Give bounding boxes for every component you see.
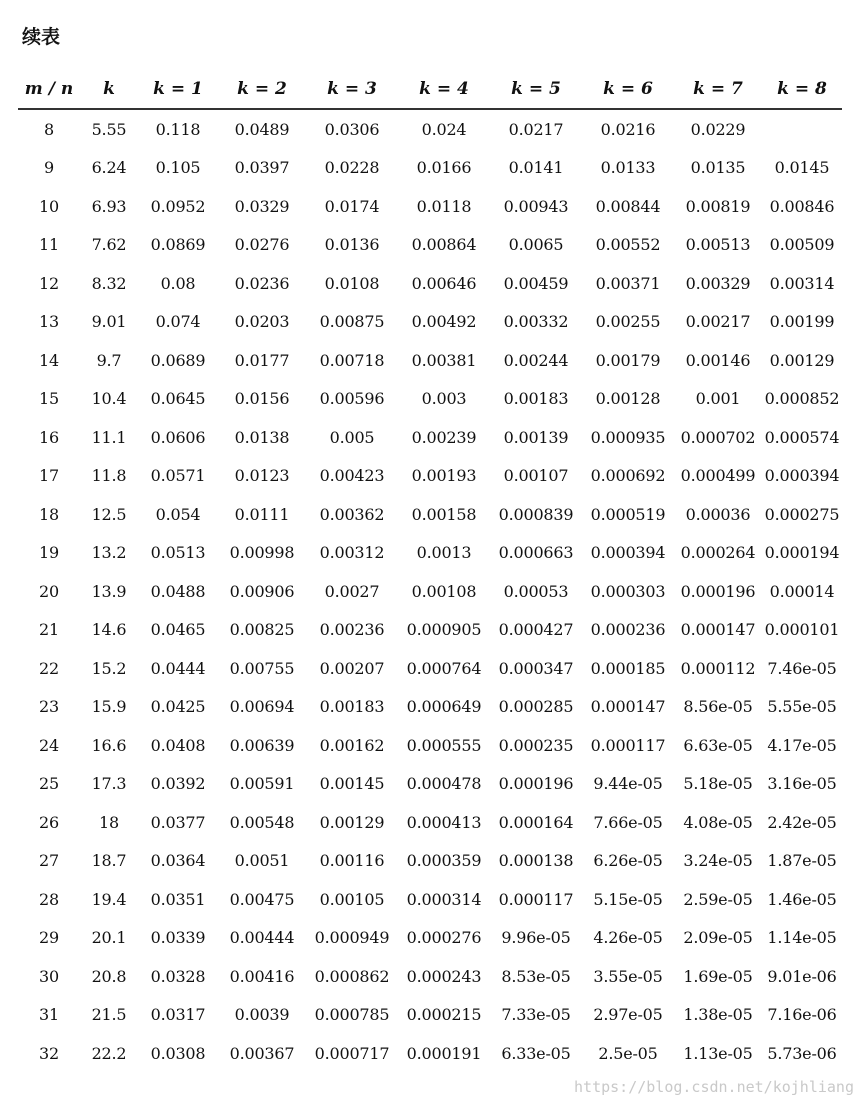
table-row (18, 264, 842, 303)
table-cell: 0.0444 (150, 658, 206, 678)
table-cell: 0.000185 (590, 658, 666, 678)
table-cell: 0.000862 (314, 966, 390, 986)
table-cell: 0.00183 (503, 389, 569, 409)
row-label-cell: 19 (39, 543, 59, 563)
table-cell: 0.000236 (590, 620, 666, 640)
table-cell: 14.6 (91, 620, 127, 640)
table-cell: 0.00116 (319, 851, 385, 871)
table-cell: 0.00371 (595, 273, 661, 293)
table-cell: 0.000117 (498, 889, 574, 909)
row-label-cell: 27 (39, 851, 59, 871)
row-label-cell: 9 (44, 158, 54, 178)
table-cell: 0.00107 (503, 466, 569, 486)
table-cell: 0.0039 (234, 1005, 290, 1025)
column-header: k = 6 (582, 70, 674, 109)
column-header: k = 7 (674, 70, 762, 109)
table-cell: 0.00819 (685, 196, 751, 216)
table-cell: 0.0217 (508, 119, 564, 139)
table-cell: 0.0425 (150, 697, 206, 717)
table-cell: 0.0488 (150, 581, 206, 601)
table-cell: 0.000574 (764, 427, 840, 447)
column-header: m / n (18, 70, 80, 109)
table-cell: 0.00329 (685, 273, 751, 293)
table-cell: 4.08e-05 (683, 812, 753, 832)
table-row (18, 919, 842, 958)
table-row (18, 418, 842, 457)
column-header: k = 2 (218, 70, 306, 109)
table-row (18, 957, 842, 996)
row-label-cell: 10 (39, 196, 59, 216)
table-cell: 2.42e-05 (767, 812, 837, 832)
table-cell: 5.73e-06 (767, 1043, 837, 1063)
table-cell: 0.0869 (150, 235, 206, 255)
table-header-row (18, 70, 842, 109)
table-cell: 0.000112 (680, 658, 756, 678)
table-cell: 0.00129 (769, 350, 835, 370)
table-cell: 0.000702 (680, 427, 756, 447)
table-cell: 0.000191 (406, 1043, 482, 1063)
table-cell: 1.38e-05 (683, 1005, 753, 1025)
table-cell: 0.00492 (411, 312, 477, 332)
table-cell: 0.00128 (595, 389, 661, 409)
row-label-cell: 11 (39, 235, 59, 255)
table-cell: 0.024 (421, 119, 467, 139)
table-cell: 7.16e-06 (767, 1005, 837, 1025)
table-cell: 8.53e-05 (501, 966, 571, 986)
table-row (18, 149, 842, 188)
table-cell: 0.0397 (234, 158, 290, 178)
table-cell: 5.15e-05 (593, 889, 663, 909)
table-cell: 16.6 (91, 735, 127, 755)
table-row (18, 187, 842, 226)
row-label-cell: 32 (39, 1043, 59, 1063)
row-label-cell: 18 (39, 504, 59, 524)
table-row (18, 611, 842, 650)
table-cell: 0.00475 (229, 889, 295, 909)
table-cell: 0.0108 (324, 273, 380, 293)
table-cell: 0.000276 (406, 928, 482, 948)
table-cell: 0.000215 (406, 1005, 482, 1025)
table-row (18, 842, 842, 881)
table-cell: 6.24 (91, 158, 127, 178)
table-cell: 0.0123 (234, 466, 290, 486)
table-cell: 4.17e-05 (767, 735, 837, 755)
table-row (18, 572, 842, 611)
table-cell: 0.0135 (690, 158, 746, 178)
table-cell: 0.000101 (764, 620, 840, 640)
table-cell: 0.00236 (319, 620, 385, 640)
table-cell: 0.00244 (503, 350, 569, 370)
table-cell: 0.00255 (595, 312, 661, 332)
table-cell: 0.0377 (150, 812, 206, 832)
table-cell: 0.00193 (411, 466, 477, 486)
table-cell: 0.000852 (764, 389, 840, 409)
table-cell: 0.0317 (150, 1005, 206, 1025)
table-cell: 2.09e-05 (683, 928, 753, 948)
table-cell: 0.00943 (503, 196, 569, 216)
table-cell: 11.8 (91, 466, 127, 486)
table-cell: 2.97e-05 (593, 1005, 663, 1025)
table-row (18, 726, 842, 765)
column-header: k = 3 (306, 70, 398, 109)
table-cell: 20.1 (91, 928, 127, 948)
table-cell: 0.0408 (150, 735, 206, 755)
table-cell: 0.0174 (324, 196, 380, 216)
row-label-cell: 13 (39, 312, 59, 332)
table-cell: 13.9 (91, 581, 127, 601)
table-cell: 0.000359 (406, 851, 482, 871)
table-cell: 2.59e-05 (683, 889, 753, 909)
table-cell: 0.074 (155, 312, 201, 332)
page-title: 续表 (22, 26, 61, 48)
table-cell: 0.00146 (685, 350, 751, 370)
table-row (18, 688, 842, 727)
column-header: k = 1 (138, 70, 218, 109)
row-label-cell: 23 (39, 697, 59, 717)
table-cell: 0.00139 (503, 427, 569, 447)
table-row (18, 303, 842, 342)
table-cell: 0.00755 (229, 658, 295, 678)
table-cell: 0.00014 (769, 581, 835, 601)
table-cell: 0.000196 (680, 581, 756, 601)
table-cell: 15.2 (91, 658, 127, 678)
table-cell: 0.000147 (680, 620, 756, 640)
table-cell: 0.105 (155, 158, 201, 178)
table-cell: 0.0339 (150, 928, 206, 948)
table-cell: 0.00381 (411, 350, 477, 370)
table-row (18, 380, 842, 419)
table-cell: 0.000235 (498, 735, 574, 755)
table-cell: 0.0952 (150, 196, 206, 216)
table-cell: 4.26e-05 (593, 928, 663, 948)
table-row (18, 109, 842, 149)
table-cell: 0.0177 (234, 350, 290, 370)
row-label-cell: 31 (39, 1005, 59, 1025)
table-cell: 9.96e-05 (501, 928, 571, 948)
table-cell: 0.000764 (406, 658, 482, 678)
table-row (18, 803, 842, 842)
table-cell: 0.00548 (229, 812, 295, 832)
row-label-cell: 29 (39, 928, 59, 948)
table-cell: 1.14e-05 (767, 928, 837, 948)
table-cell: 7.46e-05 (767, 658, 837, 678)
table-cell: 15.9 (91, 697, 127, 717)
table-cell: 0.000717 (314, 1043, 390, 1063)
table-cell: 0.00312 (319, 543, 385, 563)
table-cell: 0.000243 (406, 966, 482, 986)
table-cell: 0.00552 (595, 235, 661, 255)
row-label-cell: 28 (39, 889, 59, 909)
table-cell: 17.3 (91, 774, 127, 794)
table-cell: 0.0065 (508, 235, 564, 255)
row-label-cell: 25 (39, 774, 59, 794)
table-cell: 0.0156 (234, 389, 290, 409)
table-cell: 1.69e-05 (683, 966, 753, 986)
table-cell: 3.55e-05 (593, 966, 663, 986)
table-row (18, 996, 842, 1035)
row-label-cell: 14 (39, 350, 59, 370)
table-cell: 0.0351 (150, 889, 206, 909)
table-cell: 7.66e-05 (593, 812, 663, 832)
table-cell: 0.00105 (319, 889, 385, 909)
table-cell: 0.000394 (764, 466, 840, 486)
table-cell: 0.000164 (498, 812, 574, 832)
table-cell: 13.2 (91, 543, 127, 563)
table-cell: 0.0013 (416, 543, 472, 563)
table-cell: 0.000649 (406, 697, 482, 717)
table-cell: 0.000935 (590, 427, 666, 447)
table-cell: 5.55e-05 (767, 697, 837, 717)
table-cell: 0.0236 (234, 273, 290, 293)
table-cell: 8.32 (91, 273, 127, 293)
table-cell: 0.00145 (319, 774, 385, 794)
table-cell: 3.24e-05 (683, 851, 753, 871)
row-label-cell: 26 (39, 812, 59, 832)
table-cell: 21.5 (91, 1005, 127, 1025)
table-cell: 0.0229 (690, 119, 746, 139)
table-cell: 0.000138 (498, 851, 574, 871)
table-cell: 0.000285 (498, 697, 574, 717)
table-row (18, 765, 842, 804)
table-body (18, 109, 842, 1073)
table-cell: 0.00825 (229, 620, 295, 640)
table-cell: 0.00844 (595, 196, 661, 216)
table-cell: 0.08 (160, 273, 196, 293)
table-cell: 2.5e-05 (598, 1043, 658, 1063)
table-cell: 9.44e-05 (593, 774, 663, 794)
table-cell: 0.000314 (406, 889, 482, 909)
table-cell: 22.2 (91, 1043, 127, 1063)
table-cell: 3.16e-05 (767, 774, 837, 794)
table-cell: 0.000427 (498, 620, 574, 640)
column-header: k = 4 (398, 70, 490, 109)
table-cell: 18.7 (91, 851, 127, 871)
row-label-cell: 8 (44, 119, 54, 139)
table-cell: 5.55 (91, 119, 127, 139)
table-cell: 0.00864 (411, 235, 477, 255)
table-cell: 0.00694 (229, 697, 295, 717)
table-row (18, 880, 842, 919)
table-cell: 0.000499 (680, 466, 756, 486)
table-cell: 0.0308 (150, 1043, 206, 1063)
table-cell: 5.18e-05 (683, 774, 753, 794)
table-row (18, 457, 842, 496)
table-cell: 0.00207 (319, 658, 385, 678)
table-cell: 6.26e-05 (593, 851, 663, 871)
table-cell: 18 (99, 812, 119, 832)
table-cell: 0.0203 (234, 312, 290, 332)
table-cell: 6.63e-05 (683, 735, 753, 755)
table-cell: 0.000194 (764, 543, 840, 563)
table-cell: 0.00362 (319, 504, 385, 524)
table-cell: 0.00596 (319, 389, 385, 409)
column-header: k = 8 (762, 70, 842, 109)
table-cell: 0.00639 (229, 735, 295, 755)
table-cell: 0.0027 (324, 581, 380, 601)
table-row (18, 534, 842, 573)
table-cell: 0.000519 (590, 504, 666, 524)
table-cell: 0.00367 (229, 1043, 295, 1063)
table-cell: 0.00718 (319, 350, 385, 370)
table-cell: 0.00199 (769, 312, 835, 332)
table-cell: 0.0689 (150, 350, 206, 370)
table-cell: 0.001 (695, 389, 741, 409)
table-cell: 0.0645 (150, 389, 206, 409)
table-cell: 7.62 (91, 235, 127, 255)
false-positive-rate-table (18, 70, 842, 1073)
table-cell: 0.0571 (150, 466, 206, 486)
table-cell: 0.00591 (229, 774, 295, 794)
table-cell: 0.005 (329, 427, 375, 447)
table-cell: 0.0465 (150, 620, 206, 640)
table-cell: 0.00217 (685, 312, 751, 332)
table-cell: 0.000264 (680, 543, 756, 563)
table-cell: 0.00129 (319, 812, 385, 832)
table-cell: 0.118 (155, 119, 201, 139)
row-label-cell: 24 (39, 735, 59, 755)
table-cell: 0.00513 (685, 235, 751, 255)
table-cell: 0.00444 (229, 928, 295, 948)
table-cell: 10.4 (91, 389, 127, 409)
table-cell: 0.0489 (234, 119, 290, 139)
table-cell: 0.0166 (416, 158, 472, 178)
table-cell: 0.00646 (411, 273, 477, 293)
table-cell: 0.000905 (406, 620, 482, 640)
table-cell: 0.0364 (150, 851, 206, 871)
table-cell: 0.0513 (150, 543, 206, 563)
table-cell: 0.00179 (595, 350, 661, 370)
table-row (18, 495, 842, 534)
table-cell: 0.00416 (229, 966, 295, 986)
table-cell: 1.13e-05 (683, 1043, 753, 1063)
table-cell: 0.00459 (503, 273, 569, 293)
table-cell: 0.0328 (150, 966, 206, 986)
table-cell: 0.00423 (319, 466, 385, 486)
table-cell: 1.87e-05 (767, 851, 837, 871)
table-cell: 0.00875 (319, 312, 385, 332)
table-cell: 0.0329 (234, 196, 290, 216)
table-cell: 0.00158 (411, 504, 477, 524)
table-row (18, 341, 842, 380)
table-cell: 0.00509 (769, 235, 835, 255)
table-cell: 1.46e-05 (767, 889, 837, 909)
table-cell: 0.0145 (774, 158, 830, 178)
table-cell: 0.000949 (314, 928, 390, 948)
table-cell: 0.00998 (229, 543, 295, 563)
table-cell: 0.00183 (319, 697, 385, 717)
table-cell: 0.000147 (590, 697, 666, 717)
table-cell: 0.00906 (229, 581, 295, 601)
table-cell: 0.0228 (324, 158, 380, 178)
column-header: k (80, 70, 138, 109)
row-label-cell: 12 (39, 273, 59, 293)
table-cell: 12.5 (91, 504, 127, 524)
row-label-cell: 20 (39, 581, 59, 601)
table-cell: 20.8 (91, 966, 127, 986)
table-cell: 9.01 (91, 312, 127, 332)
table-cell: 0.0111 (234, 504, 290, 524)
table-cell: 0.000196 (498, 774, 574, 794)
table-cell: 0.000303 (590, 581, 666, 601)
table-cell: 0.000555 (406, 735, 482, 755)
table-cell: 0.0141 (508, 158, 564, 178)
table-cell: 0.00108 (411, 581, 477, 601)
row-label-cell: 22 (39, 658, 59, 678)
table-cell: 0.0392 (150, 774, 206, 794)
watermark: https://blog.csdn.net/kojhliang (574, 1078, 854, 1096)
row-label-cell: 16 (39, 427, 59, 447)
table-cell: 0.00239 (411, 427, 477, 447)
table-cell: 0.0118 (416, 196, 472, 216)
table-cell: 0.00846 (769, 196, 835, 216)
table-cell: 0.0133 (600, 158, 656, 178)
table-cell: 19.4 (91, 889, 127, 909)
table-cell: 11.1 (91, 427, 127, 447)
row-label-cell: 15 (39, 389, 59, 409)
table-cell: 0.0606 (150, 427, 206, 447)
table-cell: 0.00053 (503, 581, 569, 601)
table-cell: 0.000663 (498, 543, 574, 563)
table-cell: 0.000839 (498, 504, 574, 524)
table-cell: 9.01e-06 (767, 966, 837, 986)
row-label-cell: 30 (39, 966, 59, 986)
table-row (18, 1034, 842, 1073)
table-cell: 0.000394 (590, 543, 666, 563)
table-cell: 0.0138 (234, 427, 290, 447)
table-cell: 8.56e-05 (683, 697, 753, 717)
row-label-cell: 17 (39, 466, 59, 486)
table-cell: 0.0051 (234, 851, 290, 871)
table-cell: 0.000347 (498, 658, 574, 678)
table-cell: 9.7 (96, 350, 122, 370)
table-cell: 0.0306 (324, 119, 380, 139)
table-cell (762, 109, 842, 149)
row-label-cell: 21 (39, 620, 59, 640)
table-cell: 6.93 (91, 196, 127, 216)
table-cell: 0.000117 (590, 735, 666, 755)
table-cell: 6.33e-05 (501, 1043, 571, 1063)
table-cell: 0.0216 (600, 119, 656, 139)
table-cell: 0.000692 (590, 466, 666, 486)
table-cell: 0.00036 (685, 504, 751, 524)
table-cell: 0.003 (421, 389, 467, 409)
table-row (18, 226, 842, 265)
table-cell: 0.00332 (503, 312, 569, 332)
table-cell: 0.00162 (319, 735, 385, 755)
table-cell: 0.0136 (324, 235, 380, 255)
column-header: k = 5 (490, 70, 582, 109)
table-cell: 7.33e-05 (501, 1005, 571, 1025)
table-cell: 0.000275 (764, 504, 840, 524)
table-cell: 0.000785 (314, 1005, 390, 1025)
table-cell: 0.054 (155, 504, 201, 524)
table-row (18, 649, 842, 688)
table-cell: 0.000413 (406, 812, 482, 832)
table-cell: 0.0276 (234, 235, 290, 255)
table-cell: 0.00314 (769, 273, 835, 293)
table-cell: 0.000478 (406, 774, 482, 794)
